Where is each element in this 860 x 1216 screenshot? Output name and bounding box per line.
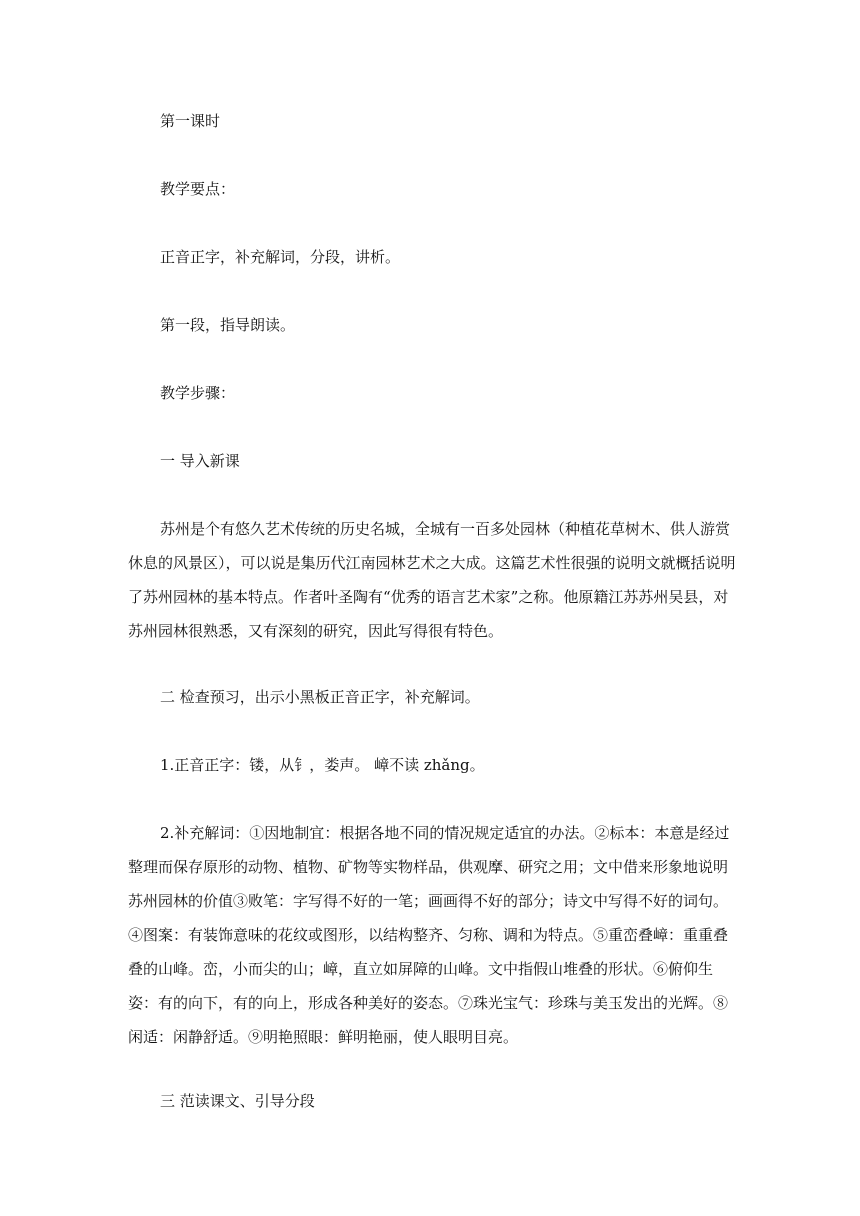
teaching-steps-heading: 教学步骤： (160, 384, 236, 402)
pronunciation-paragraph: 1.正音正字：镂，从钅，娄声。 嶂不读 zhǎng。 (160, 756, 485, 774)
vocabulary-paragraph: 2.补充解词：①因地制宜：根据各地不同的情况规定适宜的办法。②标本：本意是经过整理而保存原形的动物、植物、矿物等实物样品，供观摩、研究之用；文中借来形象地说明苏州园林的价值③败笔：字写得不好的一笔；画画得不好的部分；诗文中写得不好的词句。④图案：有装饰意味的花纹或图形，以结构整齐、匀称、调和为特点。⑤重峦叠嶂：重重叠叠的山峰。峦，小而尖的山；嶂，直立如屏障的山峰。文中指假山堆叠的形状。⑥俯仰生姿：有的向下，有的向上，形成各种美好的姿态。⑦珠光宝气：珍珠与美玉发出的光辉。⑧闲适：闲静舒适。⑨明艳照眼：鲜明艳丽，使人眼明目亮。 (128, 824, 730, 1046)
section-three-heading: 三 范读课文、引导分段 (160, 1092, 315, 1110)
section-two-heading: 二 检查预习，出示小黑板正音正字，补充解词。 (160, 688, 480, 706)
teaching-points-content: 正音正字，补充解词，分段，讲析。 (160, 248, 401, 266)
teaching-points-heading: 教学要点： (160, 180, 236, 198)
reading-guidance: 第一段，指导朗读。 (160, 316, 296, 334)
introduction-paragraph: 苏州是个有悠久艺术传统的历史名城，全城有一百多处园林（种植花草树木、供人游赏休息的风景区），可以说是集历代江南园林艺术之大成。这篇艺术性很强的说明文就概括说明了苏州园林的基本特点。作者叶圣陶有“优秀的语言艺术家”之称。他原籍江苏苏州吴县，对苏州园林很熟悉，又有深刻的研究，因此写得很有特色。 (128, 520, 736, 640)
section-one-heading: 一 导入新课 (160, 452, 240, 470)
lesson-title: 第一课时 (160, 112, 221, 130)
